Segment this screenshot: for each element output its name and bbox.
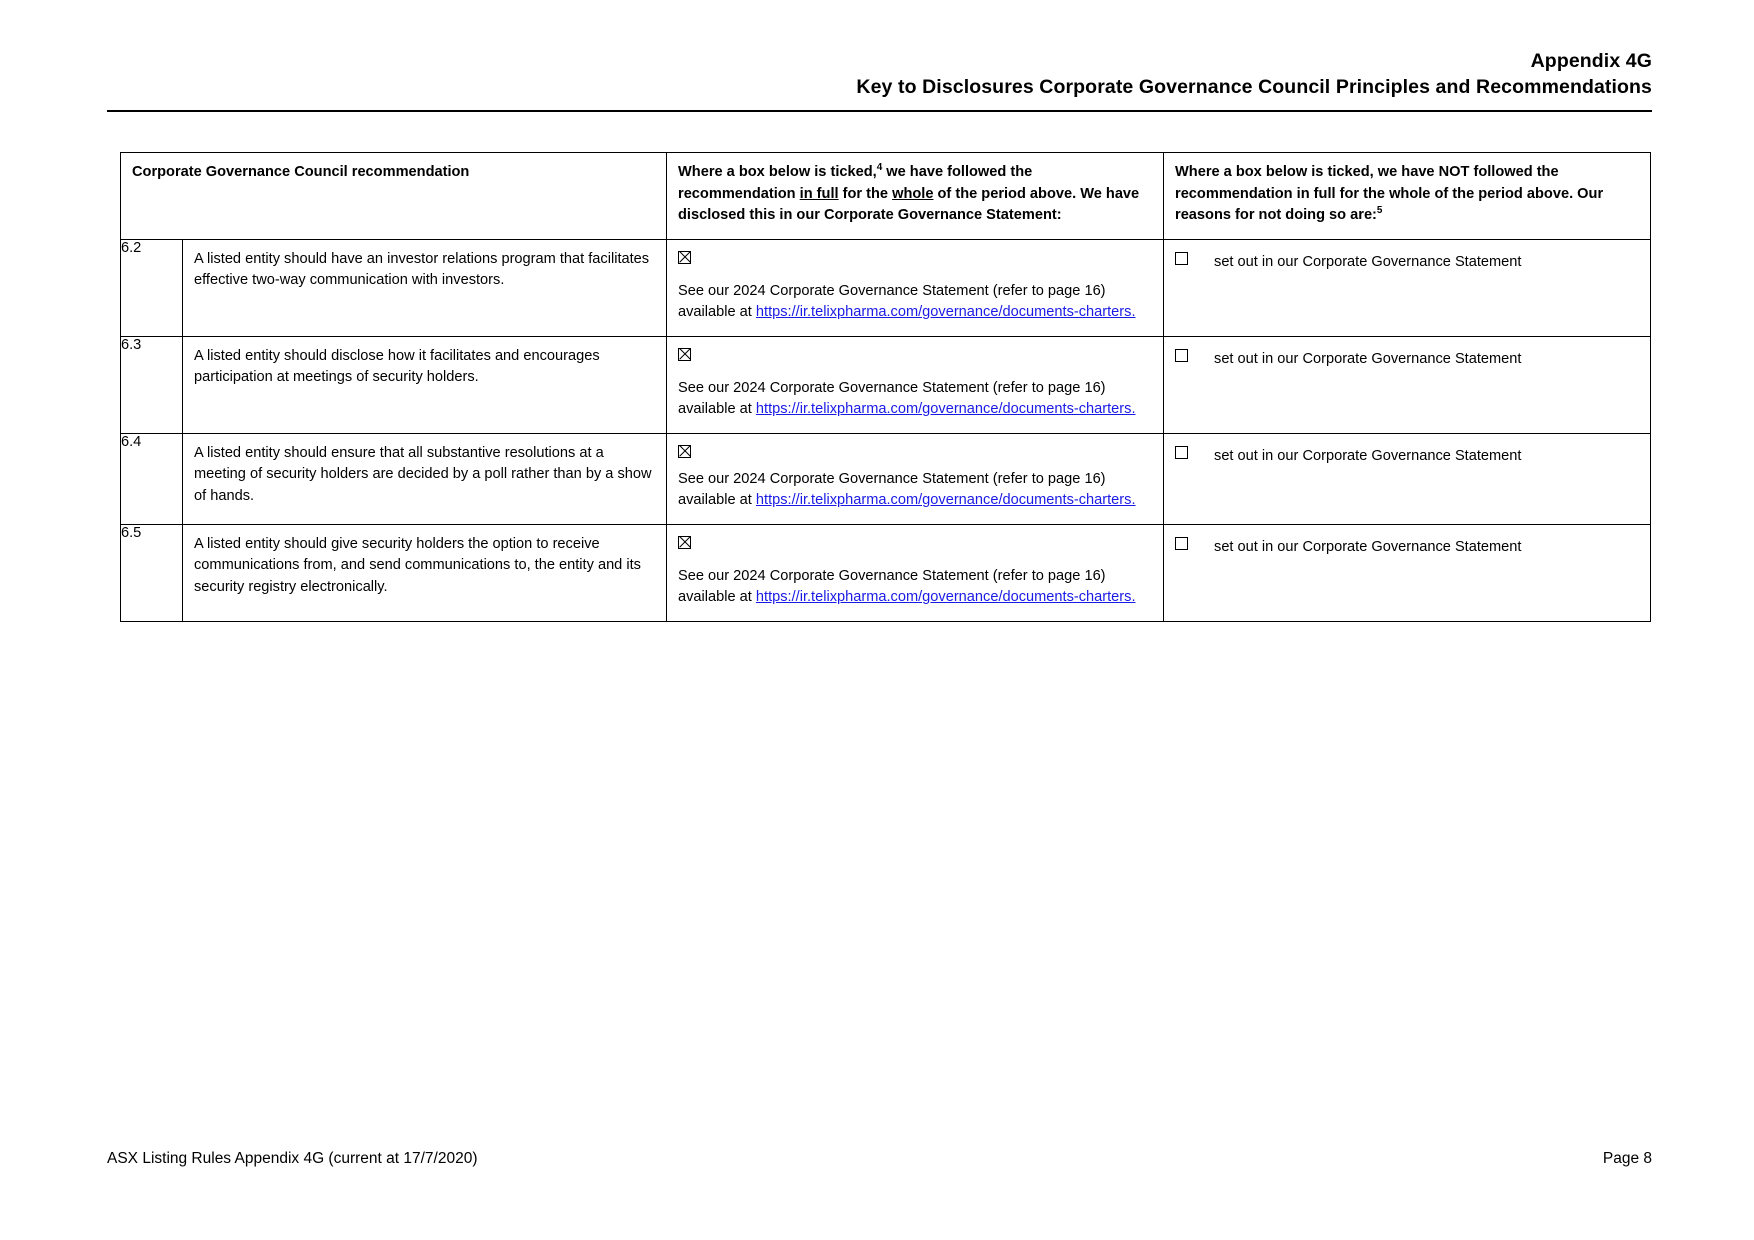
table-row: [121, 336, 1651, 433]
row-recommendation: [183, 524, 667, 621]
governance-documents-link[interactable]: https://ir.telixpharma.com/governance/documents-charters.: [755, 401, 1136, 417]
header-divider: [107, 110, 1652, 112]
row-followed-cell: [667, 239, 1164, 336]
row-number: 6.3: [121, 336, 183, 433]
appendix-title: Appendix 4G: [1530, 50, 1652, 72]
row-followed-cell: [667, 336, 1164, 433]
not-followed-label: set out in our Corporate Governance Statement: [1214, 350, 1522, 367]
row-followed-cell: [667, 433, 1164, 524]
header-followed-underline-whole: whole: [892, 185, 934, 202]
followed-note: [678, 378, 1153, 421]
ticked-checkbox[interactable]: [678, 445, 691, 458]
row-recommendation: [183, 239, 667, 336]
table-body: [121, 153, 1651, 622]
header-followed-mid-a: we have followed the recommendation: [678, 164, 1033, 202]
row-not-followed-cell: [1164, 239, 1651, 336]
followed-note: [678, 469, 1153, 512]
recommendation-text: A listed entity should disclose how it facilitates and encourages participation at meetings of security holders.: [194, 347, 600, 385]
followed-note-text: See our 2024 Corporate Governance Statement (refer to page 16) available at: [678, 470, 1106, 508]
row-not-followed-cell: [1164, 433, 1651, 524]
ticked-checkbox-wrapper[interactable]: [678, 443, 1153, 465]
followed-note: [678, 566, 1153, 609]
header-cell-followed: [667, 153, 1164, 240]
row-recommendation: [183, 336, 667, 433]
followed-note-text: See our 2024 Corporate Governance Statement (refer to page 16) available at: [678, 567, 1106, 605]
row-number: 6.4: [121, 433, 183, 524]
table-header-row: [121, 153, 1651, 240]
ticked-checkbox[interactable]: [678, 348, 691, 361]
header-followed-pre: Where a box below is ticked,: [678, 164, 877, 180]
governance-documents-link[interactable]: https://ir.telixpharma.com/governance/documents-charters.: [755, 589, 1136, 605]
not-followed-label: set out in our Corporate Governance Statement: [1214, 447, 1522, 464]
footer-page-number: Page 8: [1602, 1150, 1652, 1167]
header-label-recommendation: Corporate Governance Council recommendation: [132, 164, 470, 180]
ticked-checkbox[interactable]: [678, 536, 691, 549]
not-followed-label: set out in our Corporate Governance Statement: [1214, 253, 1522, 270]
empty-checkbox[interactable]: [1175, 446, 1188, 459]
row-followed-cell: [667, 524, 1164, 621]
empty-checkbox[interactable]: [1175, 252, 1188, 265]
footnote-marker-5: 5: [1376, 205, 1383, 217]
document-footer: [107, 1150, 1652, 1168]
header-cell-not-followed: [1164, 153, 1651, 240]
governance-documents-link[interactable]: https://ir.telixpharma.com/governance/documents-charters.: [755, 492, 1136, 508]
row-number: 6.2: [121, 239, 183, 336]
header-cell-recommendation: [121, 153, 667, 240]
ticked-checkbox-wrapper[interactable]: [678, 346, 1153, 368]
header-followed-mid-b: for the: [838, 185, 893, 202]
governance-documents-link[interactable]: https://ir.telixpharma.com/governance/documents-charters.: [755, 304, 1136, 320]
footnote-marker-4: 4: [876, 162, 883, 174]
document-header: [107, 48, 1652, 100]
not-followed-label: set out in our Corporate Governance Statement: [1214, 538, 1522, 555]
header-not-followed-text: Where a box below is ticked, we have NOT followed the recommendation in full for the whole of the period above. Our reasons for not doing so are:: [1175, 164, 1604, 223]
recommendation-text: A listed entity should ensure that all substantive resolutions at a meeting of security holders are decided by a poll rather than by a show of hands.: [194, 444, 652, 504]
row-number: 6.5: [121, 524, 183, 621]
row-recommendation: [183, 433, 667, 524]
ticked-checkbox[interactable]: [678, 251, 691, 264]
table-row: [121, 524, 1651, 621]
governance-table: [120, 152, 1651, 622]
followed-note-text: See our 2024 Corporate Governance Statement (refer to page 16) available at: [678, 379, 1106, 417]
ticked-checkbox-wrapper[interactable]: [678, 249, 1153, 271]
header-followed-underline-in-full: in full: [799, 185, 839, 202]
table-row: [121, 433, 1651, 524]
followed-note: [678, 281, 1153, 324]
table-row: [121, 239, 1651, 336]
row-not-followed-cell: [1164, 336, 1651, 433]
followed-note-text: See our 2024 Corporate Governance Statement (refer to page 16) available at: [678, 282, 1106, 320]
footer-source: ASX Listing Rules Appendix 4G (current at 17/7/2020): [107, 1150, 478, 1167]
row-not-followed-cell: [1164, 524, 1651, 621]
recommendation-text: A listed entity should give security holders the option to receive communications from, and send communications to, the entity and its security registry electronically.: [194, 535, 641, 595]
ticked-checkbox-wrapper[interactable]: [678, 534, 1153, 556]
appendix-subtitle: Key to Disclosures Corporate Governance Council Principles and Recommendations: [856, 76, 1652, 98]
empty-checkbox[interactable]: [1175, 537, 1188, 550]
header-followed-mid-c: of the period above. We have disclosed this in our Corporate Governance Statement:: [678, 185, 1140, 223]
recommendation-text: A listed entity should have an investor relations program that facilitates effective two-way communication with investors.: [194, 250, 650, 288]
empty-checkbox[interactable]: [1175, 349, 1188, 362]
